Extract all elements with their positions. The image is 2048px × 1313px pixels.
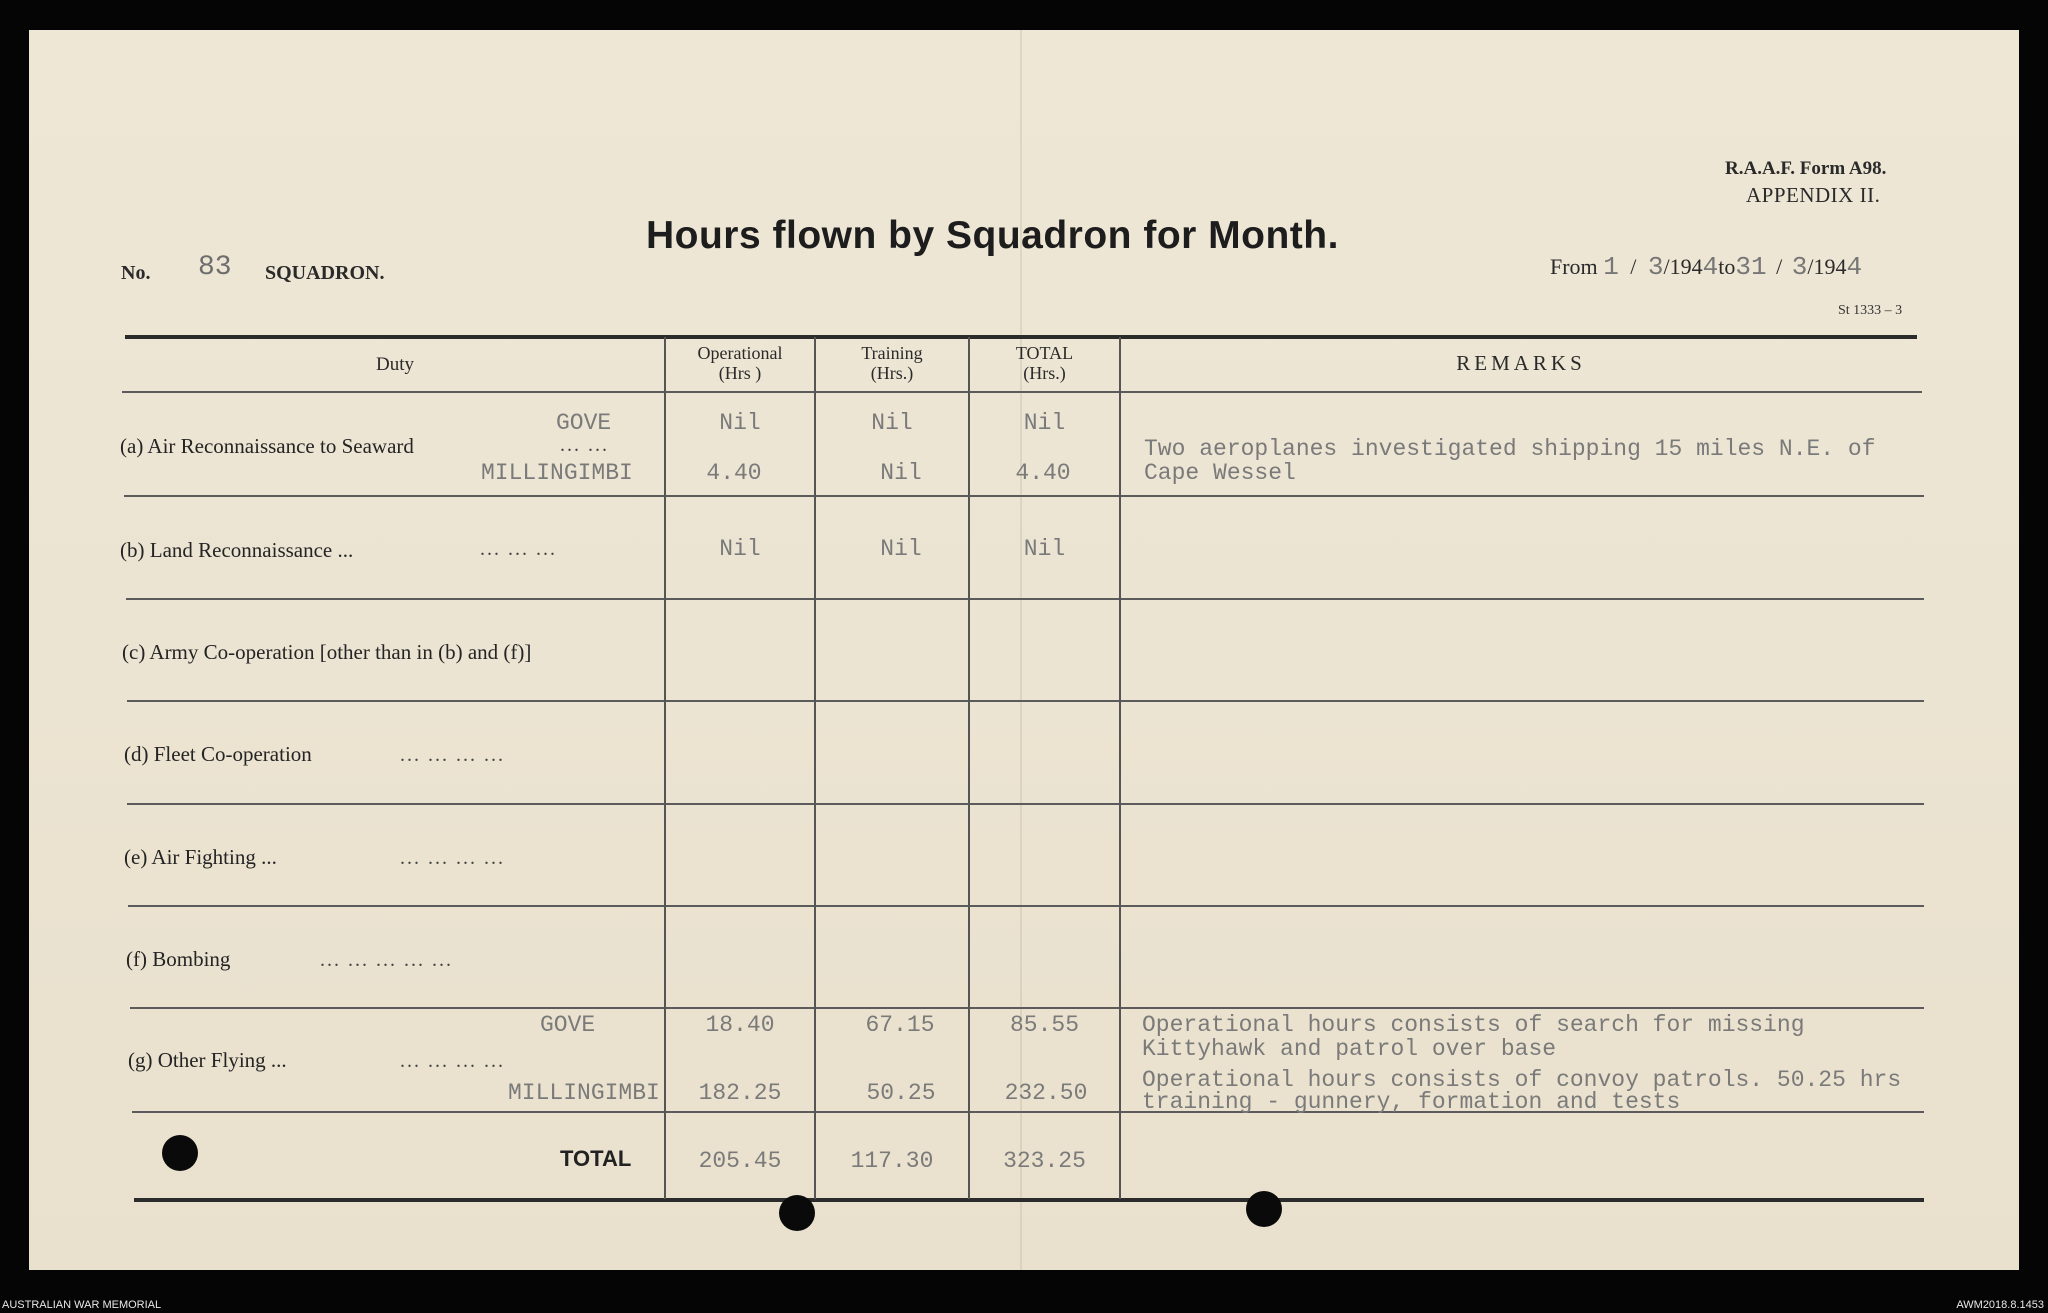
row-d-dots: ... ... ... ... xyxy=(400,744,505,766)
row-a-training-1: Nil xyxy=(871,410,913,436)
row-f-dots: ... ... ... ... ... xyxy=(320,949,453,971)
header-duty: Duty xyxy=(376,354,414,375)
row-rule-f xyxy=(130,1007,1924,1009)
row-d-label: (d) Fleet Co-operation xyxy=(124,742,312,766)
to-day: 31 xyxy=(1735,252,1767,282)
header-total: TOTAL (Hrs.) xyxy=(1015,343,1074,383)
row-a-dots: ... ... xyxy=(560,434,609,456)
row-a-training-2: Nil xyxy=(880,460,922,486)
from-month: 3 xyxy=(1647,252,1664,282)
row-rule-b xyxy=(126,598,1924,600)
from-day: 1 xyxy=(1603,252,1619,282)
row-g-dots: ... ... ... ... xyxy=(400,1050,505,1072)
to-label: to xyxy=(1718,254,1736,279)
to-month: 3 xyxy=(1791,252,1808,282)
table-top-rule xyxy=(125,335,1917,339)
form-name: R.A.A.F. Form A98. xyxy=(1725,158,1887,179)
to-year-digit: 4 xyxy=(1846,252,1863,282)
from-label: From xyxy=(1550,254,1598,279)
row-g-remark-2: Kittyhawk and patrol over base xyxy=(1142,1036,1557,1062)
row-e-dots: ... ... ... ... xyxy=(400,847,505,869)
appendix-label: APPENDIX II. xyxy=(1746,183,1881,207)
squadron-label: SQUADRON. xyxy=(265,262,385,284)
row-g-total-1: 85.55 xyxy=(1009,1012,1079,1038)
total-training: 117.30 xyxy=(850,1148,934,1174)
row-a-total-2: 4.40 xyxy=(1015,460,1071,486)
row-b-training: Nil xyxy=(880,536,922,562)
row-rule-e xyxy=(128,905,1924,907)
table-bottom-rule xyxy=(134,1198,1924,1202)
row-b-total: Nil xyxy=(1023,536,1066,562)
squadron-number: 83 xyxy=(198,252,232,283)
row-g-remark-1: Operational hours consists of search for missing xyxy=(1142,1012,1805,1038)
row-g-training-2: 50.25 xyxy=(866,1080,936,1106)
row-g-location-millingimbi: MILLINGIMBI xyxy=(508,1080,660,1106)
row-g-operational-2: 182.25 xyxy=(698,1080,782,1106)
row-g-remark-4: training - gunnery, formation and tests xyxy=(1142,1089,1681,1115)
row-g-remark-3: Operational hours consists of convoy patrols. 50.25 hrs xyxy=(1142,1067,1902,1093)
row-a-operational-1: Nil xyxy=(719,410,761,436)
row-a-remark-1: Two aeroplanes investigated shipping 15 miles N.E. of xyxy=(1144,436,1876,462)
row-e-label: (e) Air Fighting ... xyxy=(124,845,277,869)
row-g-operational-1: 18.40 xyxy=(705,1012,775,1038)
row-a-location-gove: GOVE xyxy=(556,410,612,436)
footer-source: AUSTRALIAN WAR MEMORIAL xyxy=(2,1299,162,1311)
punch-hole xyxy=(779,1195,815,1231)
row-rule-a xyxy=(124,495,1924,497)
row-g-label: (g) Other Flying ... xyxy=(128,1048,287,1072)
row-c-label: (c) Army Co-operation [other than in (b) and (f)] xyxy=(122,640,532,664)
to-year-prefix: /194 xyxy=(1807,254,1847,279)
punch-hole xyxy=(162,1135,198,1171)
row-g-location-gove: GOVE xyxy=(540,1012,596,1038)
page-title: Hours flown by Squadron for Month. xyxy=(646,214,1339,257)
col-divider-total xyxy=(1119,337,1121,1199)
row-b-dots: ... ... ... xyxy=(480,538,557,560)
row-a-total-1: Nil xyxy=(1023,410,1066,436)
row-f-label: (f) Bombing xyxy=(126,947,231,971)
total-label: TOTAL xyxy=(560,1146,632,1171)
header-remarks: REMARKS xyxy=(1456,351,1586,375)
total-total: 323.25 xyxy=(1003,1148,1086,1174)
row-g-training-1: 67.15 xyxy=(865,1012,935,1038)
footer-accession: AWM2018.8.1453 xyxy=(1956,1299,2044,1311)
total-operational: 205.45 xyxy=(698,1148,782,1174)
row-a-operational-2: 4.40 xyxy=(706,460,762,486)
row-b-operational: Nil xyxy=(719,536,761,562)
punch-hole xyxy=(1246,1191,1282,1227)
header-training: Training (Hrs.) xyxy=(861,343,923,383)
header-operational: Operational (Hrs ) xyxy=(697,343,783,383)
row-a-location-millingimbi: MILLINGIMBI xyxy=(481,460,633,486)
row-b-label: (b) Land Reconnaissance ... xyxy=(120,538,354,562)
from-year-digit: 4 xyxy=(1702,252,1719,282)
row-rule-d xyxy=(127,803,1924,805)
date-range: From 1 / 3/1944to31 / 3/1944 xyxy=(1550,252,1863,282)
row-a-remark-2: Cape Wessel xyxy=(1144,460,1296,486)
row-a-label: (a) Air Reconnaissance to Seaward xyxy=(120,434,414,458)
header-rule xyxy=(122,391,1922,393)
stock-code: St 1333 – 3 xyxy=(1838,303,1903,318)
row-rule-c xyxy=(127,700,1924,702)
row-g-total-2: 232.50 xyxy=(1004,1080,1088,1106)
number-label: No. xyxy=(121,262,151,284)
from-year-prefix: /194 xyxy=(1663,254,1703,279)
